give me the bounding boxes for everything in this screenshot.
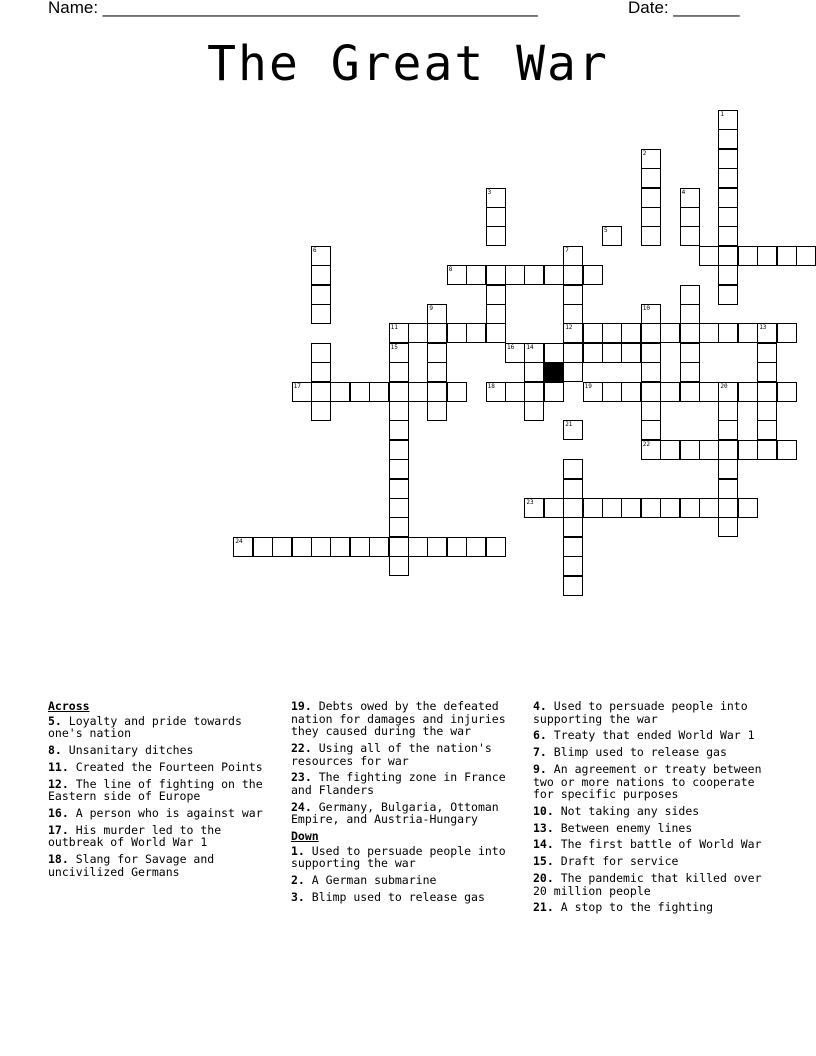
- clue-number: 11: [390, 324, 398, 332]
- grid-cell[interactable]: [427, 401, 447, 421]
- grid-cell[interactable]: [641, 420, 661, 440]
- grid-cell[interactable]: [466, 537, 486, 557]
- grid-cell[interactable]: [350, 382, 370, 402]
- grid-cell[interactable]: [602, 498, 622, 518]
- grid-cell[interactable]: [486, 207, 506, 227]
- grid-cell[interactable]: [369, 382, 389, 402]
- grid-cell[interactable]: [389, 517, 409, 537]
- grid-cell[interactable]: [427, 537, 447, 557]
- grid-cell[interactable]: [389, 343, 409, 363]
- grid-cell[interactable]: [699, 323, 719, 343]
- grid-cell[interactable]: [777, 323, 797, 343]
- grid-cell[interactable]: [660, 323, 680, 343]
- grid-cell[interactable]: [486, 265, 506, 285]
- grid-cell[interactable]: [680, 440, 700, 460]
- grid-cell[interactable]: [680, 304, 700, 324]
- grid-cell[interactable]: [796, 246, 816, 266]
- clue-number: 10: [642, 305, 651, 312]
- date-label: Date: _______: [628, 0, 740, 17]
- grid-cell[interactable]: [563, 265, 583, 285]
- grid-cell[interactable]: [505, 382, 525, 402]
- grid-cell[interactable]: [621, 498, 641, 518]
- grid-cell[interactable]: [777, 440, 797, 460]
- grid-cell[interactable]: [757, 343, 777, 363]
- clue-across-5: 5. Loyalty and pride towards one's nation: [48, 713, 242, 741]
- grid-cell[interactable]: [583, 498, 603, 518]
- grid-cell[interactable]: [660, 498, 680, 518]
- clue-number: 3: [487, 188, 492, 196]
- clue-across-17: 17. His murder led to the outbreak of World War 1: [48, 822, 222, 850]
- clue-across-23: 23. The fighting zone in France and Flanders: [291, 770, 506, 797]
- clue-number: 14: [526, 343, 534, 351]
- grid-cell[interactable]: [486, 188, 506, 208]
- grid-cell[interactable]: [641, 343, 661, 363]
- grid-cell[interactable]: [447, 323, 467, 343]
- clue-down-3: 3. Blimp used to release gas: [291, 889, 485, 904]
- grid-cell[interactable]: [680, 323, 700, 343]
- clue-number: 16: [507, 343, 515, 351]
- grid-cell[interactable]: [738, 498, 758, 518]
- clue-across-11: 11. Created the Fourteen Points: [48, 759, 263, 774]
- grid-cell[interactable]: [272, 537, 292, 557]
- page-title: The Great War: [207, 36, 609, 92]
- grid-cell[interactable]: [486, 323, 506, 343]
- grid-cell[interactable]: [563, 576, 583, 596]
- grid-cell[interactable]: [680, 382, 700, 402]
- clue-number: 24: [235, 537, 243, 545]
- grid-cell[interactable]: [680, 207, 700, 227]
- grid-cell[interactable]: [757, 420, 777, 440]
- grid-cell[interactable]: [311, 285, 331, 305]
- grid-cell[interactable]: [583, 323, 603, 343]
- grid-cell[interactable]: [757, 323, 777, 343]
- grid-cell[interactable]: [311, 265, 331, 285]
- grid-cell[interactable]: [699, 246, 719, 266]
- grid-cell[interactable]: [718, 517, 738, 537]
- clues-column-1: [48, 700, 280, 882]
- clue-number: 2: [642, 149, 647, 157]
- grid-cell[interactable]: [389, 382, 409, 402]
- grid-cell[interactable]: [621, 382, 641, 402]
- grid-cell[interactable]: [641, 226, 661, 246]
- grid-cell[interactable]: [602, 343, 622, 363]
- grid-cell[interactable]: [641, 168, 661, 188]
- grid-cell[interactable]: [563, 537, 583, 557]
- clue-across-16: 16. A person who is against war: [48, 805, 263, 820]
- grid-cell[interactable]: [641, 440, 661, 460]
- clue-number: 17: [293, 382, 301, 390]
- grid-cell[interactable]: [641, 401, 661, 421]
- clue-down-6: 6. Treaty that ended World War 1: [533, 728, 755, 743]
- grid-cell[interactable]: [563, 556, 583, 576]
- name-label: Name: ______________________________________________: [48, 0, 538, 17]
- grid-cell[interactable]: [292, 382, 312, 402]
- clue-down-1: 1. Used to persuade people into supporting the war: [291, 843, 506, 871]
- grid-cell[interactable]: [718, 110, 738, 130]
- grid-cell[interactable]: [718, 265, 738, 285]
- grid-cell[interactable]: [350, 537, 370, 557]
- grid-cell[interactable]: [621, 343, 641, 363]
- grid-cell[interactable]: [660, 440, 680, 460]
- grid-cell[interactable]: [680, 362, 700, 382]
- clue-down-2: 2. A German submarine: [291, 873, 437, 888]
- clue-number: 4: [681, 188, 686, 196]
- clue-down-21: 21. A stop to the fighting: [533, 900, 714, 915]
- grid-cell[interactable]: [738, 246, 758, 266]
- clue-down-15: 15. Draft for service: [533, 854, 679, 869]
- grid-cell[interactable]: [563, 343, 583, 363]
- grid-cell[interactable]: [486, 304, 506, 324]
- grid-cell[interactable]: [563, 479, 583, 499]
- grid-cell[interactable]: [427, 343, 447, 363]
- grid-cell[interactable]: [641, 149, 661, 169]
- grid-cell[interactable]: [602, 226, 622, 246]
- clue-number: 13: [759, 324, 767, 332]
- clue-number: 19: [584, 382, 592, 390]
- grid-cell[interactable]: [486, 537, 506, 557]
- clue-number: 9: [429, 305, 434, 312]
- across-heading: Across: [48, 699, 90, 713]
- grid-cell[interactable]: [641, 323, 661, 343]
- grid-cell[interactable]: [641, 362, 661, 382]
- grid-cell[interactable]: [699, 498, 719, 518]
- grid-cell[interactable]: [389, 323, 409, 343]
- grid-cell[interactable]: [408, 382, 428, 402]
- grid-cell[interactable]: [563, 304, 583, 324]
- clue-down-14: 14. The first battle of World War: [533, 837, 762, 852]
- grid-cell[interactable]: [330, 382, 350, 402]
- grid-cell[interactable]: [311, 246, 331, 266]
- grid-cell[interactable]: [699, 440, 719, 460]
- clue-across-12: 12. The line of fighting on the Eastern side of Europe: [48, 776, 263, 804]
- grid-cell[interactable]: [311, 343, 331, 363]
- grid-cell[interactable]: [292, 537, 312, 557]
- grid-cell[interactable]: [718, 129, 738, 149]
- grid-cell[interactable]: [563, 246, 583, 266]
- grid-cell[interactable]: [738, 382, 758, 402]
- grid-cell[interactable]: [757, 401, 777, 421]
- grid-cell[interactable]: [777, 246, 797, 266]
- clue-number: 1: [720, 111, 725, 118]
- grid-cell[interactable]: [408, 537, 428, 557]
- grid-cell[interactable]: [718, 188, 738, 208]
- grid-cell[interactable]: [718, 207, 738, 227]
- clue-number: 7: [565, 246, 569, 254]
- grid-cell[interactable]: [718, 149, 738, 169]
- clue-number: 6: [313, 246, 317, 254]
- grid-cell[interactable]: [427, 362, 447, 382]
- clue-number: 12: [565, 324, 573, 332]
- grid-cell[interactable]: [641, 304, 661, 324]
- grid-cell[interactable]: [389, 401, 409, 421]
- grid-cell[interactable]: [718, 420, 738, 440]
- grid-cell[interactable]: [524, 498, 544, 518]
- grid-cell[interactable]: [311, 401, 331, 421]
- grid-cell[interactable]: [757, 382, 777, 402]
- grid-cell[interactable]: [447, 265, 467, 285]
- grid-cell[interactable]: [621, 323, 641, 343]
- grid-cell[interactable]: [544, 265, 564, 285]
- clue-down-20: 20. The pandemic that killed over 20 million people: [533, 871, 762, 898]
- clue-across-22: 22. Using all of the nation's resources for war: [291, 740, 492, 768]
- grid-cell[interactable]: [583, 265, 603, 285]
- grid-cell[interactable]: [641, 207, 661, 227]
- grid-cell[interactable]: [718, 246, 738, 266]
- clue-number: 8: [448, 266, 453, 274]
- grid-cell[interactable]: [389, 537, 409, 557]
- grid-cell[interactable]: [718, 323, 738, 343]
- grid-cell[interactable]: [311, 537, 331, 557]
- grid-cell[interactable]: [544, 498, 564, 518]
- clue-number: 5: [604, 227, 608, 235]
- grid-cell[interactable]: [505, 343, 525, 363]
- grid-cell[interactable]: [641, 498, 661, 518]
- grid-cell[interactable]: [447, 382, 467, 402]
- clue-down-10: 10. Not taking any sides: [533, 803, 700, 818]
- grid-cell[interactable]: [389, 498, 409, 518]
- grid-cell[interactable]: [486, 285, 506, 305]
- grid-cell[interactable]: [524, 343, 544, 363]
- grid-cell[interactable]: [505, 265, 525, 285]
- grid-cell[interactable]: [563, 517, 583, 537]
- grid-cell[interactable]: [718, 479, 738, 499]
- grid-cell[interactable]: [466, 265, 486, 285]
- grid-cell[interactable]: [427, 323, 447, 343]
- clue-down-13: 13. Between enemy lines: [533, 820, 693, 835]
- grid-cell[interactable]: [311, 304, 331, 324]
- grid-cell[interactable]: [389, 362, 409, 382]
- grid-cell[interactable]: [699, 382, 719, 402]
- grid-cell[interactable]: [718, 285, 738, 305]
- grid-cell[interactable]: [369, 537, 389, 557]
- grid-cell[interactable]: [544, 382, 564, 402]
- grid-cell[interactable]: [563, 498, 583, 518]
- clues-column-2: [291, 700, 523, 908]
- grid-cell[interactable]: [757, 362, 777, 382]
- clue-number: 15: [390, 343, 398, 351]
- grid-cell[interactable]: [427, 382, 447, 402]
- clue-number: 18: [487, 382, 495, 390]
- grid-cell[interactable]: [660, 382, 680, 402]
- grid-cell[interactable]: [389, 440, 409, 460]
- grid-cell[interactable]: [738, 323, 758, 343]
- grid-cell[interactable]: [408, 323, 428, 343]
- grid-cell[interactable]: [680, 226, 700, 246]
- grid-cell[interactable]: [524, 382, 544, 402]
- clue-down-7: 7. Blimp used to release gas: [533, 745, 727, 760]
- grid-cell[interactable]: [718, 382, 738, 402]
- clue-number: 23: [526, 499, 534, 506]
- grid-cell[interactable]: [233, 537, 253, 557]
- grid-cell[interactable]: [602, 382, 622, 402]
- grid-cell[interactable]: [389, 479, 409, 499]
- grid-cell[interactable]: [330, 537, 350, 557]
- grid-cell[interactable]: [253, 537, 273, 557]
- grid-cell[interactable]: [563, 323, 583, 343]
- clue-number: 20: [720, 382, 728, 390]
- clue-down-4: 4. Used to persuade people into supporting the war: [533, 699, 748, 726]
- grid-cell[interactable]: [544, 343, 564, 363]
- grid-cell[interactable]: [757, 440, 777, 460]
- grid-cell[interactable]: [486, 382, 506, 402]
- grid-cell[interactable]: [524, 401, 544, 421]
- grid-cell[interactable]: [311, 382, 331, 402]
- grid-cell[interactable]: [680, 498, 700, 518]
- grid-cell[interactable]: [311, 362, 331, 382]
- down-heading: Down: [291, 829, 319, 844]
- grid-cell[interactable]: [757, 246, 777, 266]
- grid-cell[interactable]: [466, 323, 486, 343]
- grid-cell[interactable]: [524, 265, 544, 285]
- clue-across-19: 19. Debts owed by the defeated nation for damages and injuries they caused during the war: [291, 699, 506, 739]
- clue-across-18: 18. Slang for Savage and uncivilized Germans: [48, 852, 215, 879]
- grid-cell[interactable]: [680, 188, 700, 208]
- grid-cell[interactable]: [738, 440, 758, 460]
- grid-cell[interactable]: [524, 362, 544, 382]
- grid-cell[interactable]: [389, 459, 409, 479]
- grid-cell[interactable]: [680, 343, 700, 363]
- clue-number: 22: [642, 440, 651, 448]
- grid-cell[interactable]: [563, 362, 583, 382]
- grid-cell[interactable]: [563, 285, 583, 305]
- grid-cell[interactable]: [718, 440, 738, 460]
- grid-cell[interactable]: [427, 304, 447, 324]
- grid-cell[interactable]: [718, 168, 738, 188]
- clue-down-9: 9. An agreement or treaty between two or more nations to cooperate for specific purposes: [533, 761, 762, 802]
- clue-across-24: 24. Germany, Bulgaria, Ottoman Empire, and Austria-Hungary: [291, 799, 499, 827]
- grid-cell[interactable]: [389, 420, 409, 440]
- clues-column-3: [533, 700, 765, 918]
- grid-cell[interactable]: [389, 556, 409, 576]
- grid-cell[interactable]: [602, 323, 622, 343]
- grid-cell[interactable]: [718, 459, 738, 479]
- grid-cell[interactable]: [718, 226, 738, 246]
- grid-cell[interactable]: [563, 459, 583, 479]
- grid-cell[interactable]: [641, 188, 661, 208]
- black-square: [544, 362, 564, 382]
- grid-cell[interactable]: [718, 401, 738, 421]
- grid-cell[interactable]: [641, 382, 661, 402]
- grid-cell[interactable]: [583, 343, 603, 363]
- clue-number: 21: [565, 421, 573, 429]
- grid-cell[interactable]: [447, 537, 467, 557]
- clue-across-8: 8. Unsanitary ditches: [48, 742, 194, 757]
- grid-cell[interactable]: [563, 420, 583, 440]
- grid-cell[interactable]: [777, 382, 797, 402]
- grid-cell[interactable]: [718, 498, 738, 518]
- grid-cell[interactable]: [583, 382, 603, 402]
- grid-cell[interactable]: [486, 226, 506, 246]
- grid-cell[interactable]: [680, 285, 700, 305]
